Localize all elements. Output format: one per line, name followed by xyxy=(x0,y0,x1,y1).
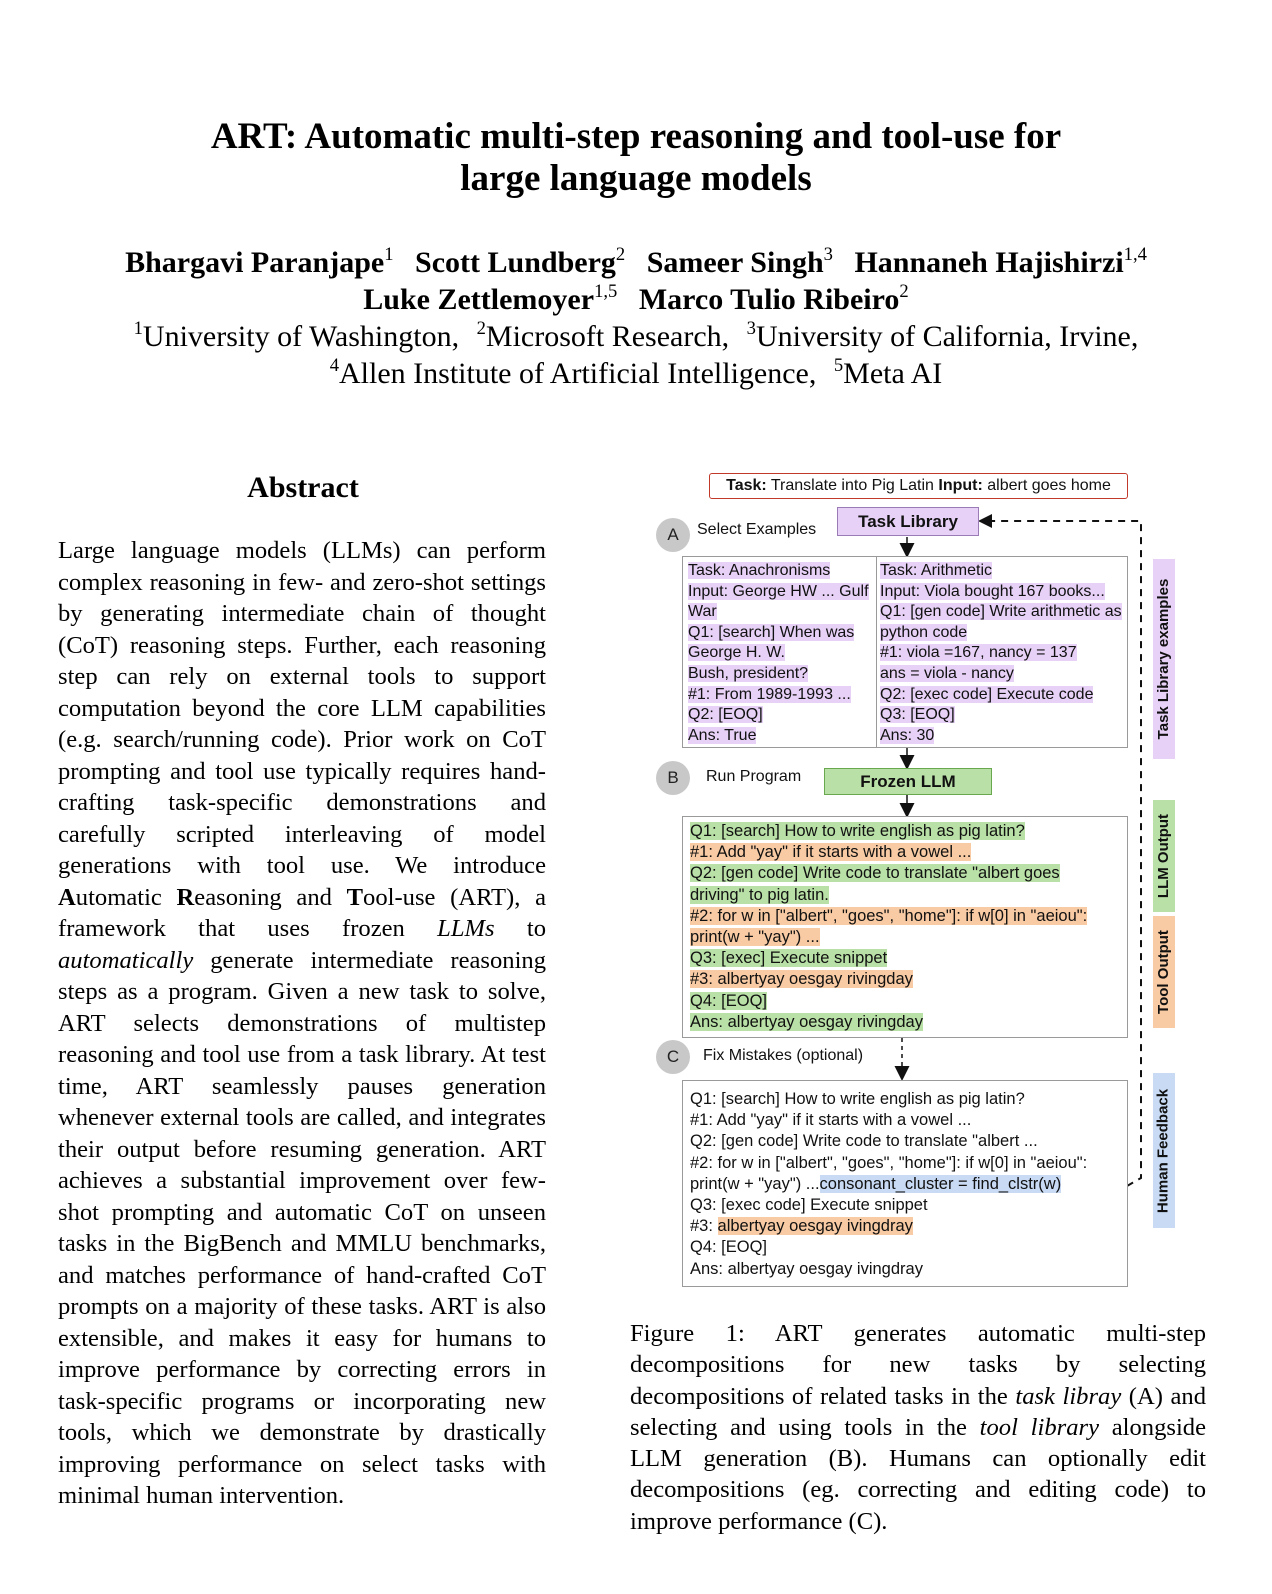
author: Sameer Singh$^3$ xyxy=(646,243,833,279)
step-c-label: Fix Mistakes (optional) xyxy=(703,1047,864,1064)
side-label-task-library-examples: Task Library examples xyxy=(1155,578,1172,740)
author: Hannaneh Hajishirzi$^{1,4}$ xyxy=(854,243,1147,279)
tool-output-line: print(w + "yay") ... xyxy=(690,928,820,947)
tool-output-line: #1: Add "yay" if it starts with a vowel ... xyxy=(690,843,972,862)
tool-output-line: #3: albertyay oesgay rivingday xyxy=(690,970,913,989)
run-program-lines xyxy=(690,821,1087,1033)
abstract-heading: Abstract xyxy=(247,471,359,504)
divider xyxy=(876,557,877,747)
example-anachronisms: Task: Anachronisms Input: George HW ... Gulf War Q1: [search] When was George H. W. Bush, president? #1: From 1989-1993 ... Q2: [EOQ] Ans: True xyxy=(688,562,869,744)
step-b-badge: B xyxy=(656,761,690,795)
library-examples-box xyxy=(682,556,1128,748)
task-input-box: Task: Translate into Pig Latin Input: albert goes home xyxy=(709,473,1128,499)
arrow-left xyxy=(978,514,992,528)
llm-output-line: Q4: [EOQ] xyxy=(690,991,768,1010)
example-arithmetic: Task: Arithmetic Input: Viola bought 167 books... Q1: [gen code] Write arithmetic as python code #1: viola =167, nancy = 137 ans = viola - nancy Q2: [exec code] Execute code Q3: [EOQ] Ans: 30 xyxy=(880,562,1122,744)
step-a-label: Select Examples xyxy=(697,521,817,538)
title-line-1: ART: Automatic multi-step reasoning and tool-use for xyxy=(210,116,1062,157)
side-label-llm-output: LLM Output xyxy=(1155,813,1172,899)
tool-output-line: albertyay oesgay ivingdray xyxy=(717,1217,913,1236)
side-label-human-feedback: Human Feedback xyxy=(1154,1088,1172,1214)
step-b-label: Run Program xyxy=(706,768,802,785)
affiliation: $^3$University of California, Irvine, xyxy=(746,317,1139,353)
author: Bhargavi Paranjape$^1$ xyxy=(125,243,394,279)
side-label-tool-output: Tool Output xyxy=(1155,930,1172,1014)
fix-mistakes-lines: Q1: [search] How to write english as pig latin? #1: Add "yay" if it starts with a vowel ... Q2: [gen code] Write code to translate "albert ... #2: for w in ["albert", "goes", "home"]: if w[0] in "aeiou": print(w + "yay") ...consonant_cluster = find_clstr(w) Q3: [exec code] Execute snippet #3: albertyay oesgay ivingdray Q4: [EOQ] Ans: albertyay oesgay ivingdray xyxy=(690,1090,1088,1278)
human-edit-highlight: consonant_cluster = find_clstr(w) xyxy=(819,1174,1062,1193)
frozen-llm-box: Frozen LLM xyxy=(824,768,992,795)
step-c-badge: C xyxy=(656,1040,690,1074)
figure-caption: Figure 1: ART generates automatic multi-step decompositions for new tasks by selecting decompositions of related tasks in the task libray (A) and selecting and using tools in the tool library alongside LLM generation (B). Humans can optionally edit decompositions (eg. correcting and editing code) to improve performance (C). xyxy=(630,1320,1206,1535)
affiliation: $^2$Microsoft Research, xyxy=(476,317,730,353)
llm-output-line: driving" to pig latin. xyxy=(690,885,829,904)
llm-output-line: Q3: [exec] Execute snippet xyxy=(690,949,888,968)
affiliation: $^4$Allen Institute of Artificial Intelligence, xyxy=(329,354,817,390)
run-program-box xyxy=(682,816,1128,1038)
affiliation: $^5$Meta AI xyxy=(833,354,943,390)
affiliation: $^1$University of Washington, xyxy=(133,317,460,353)
task-library-box: Task Library xyxy=(837,507,979,536)
fix-mistakes-box xyxy=(682,1080,1128,1287)
author: Marco Tulio Ribeiro$^2$ xyxy=(638,280,909,316)
author: Luke Zettlemoyer$^{1,5}$ xyxy=(363,280,618,316)
step-a-badge: A xyxy=(656,518,690,552)
llm-output-line: Q2: [gen code] Write code to translate "albert goes xyxy=(690,864,1060,883)
abstract-body: Large language models (LLMs) can perform complex reasoning in few- and zero-shot settings by generating intermediate chain of thought (CoT) reasoning steps. Further, each reasoning step can rely on external tools to support computation beyond the core LLM capabilities (e.g. search/running code). Prior work on CoT prompting and tool use typically requires hand-crafting task-specific demonstrations and carefully scripted interleaving of model generations with tool use. We introduce Automatic Reasoning and Tool-use (ART), a framework that uses frozen LLMs to automatically generate intermediate reasoning steps as a program. Given a new task to solve, ART selects demonstrations of multistep reasoning and tool use from a task library. At test time, ART seamlessly pauses generation whenever external tools are called, and integrates their output before resuming generation. ART achieves a substantial improvement over few-shot prompting and automatic CoT on unseen tasks in the BigBench and MMLU benchmarks, and matches performance of hand-crafted CoT prompts on a majority of these tasks. ART is also extensible, and makes it easy for humans to improve performance by correcting errors in task-specific programs or incorporating new tools, which we demonstrate by drastically improving performance on select tasks with minimal human intervention. xyxy=(58,537,547,1509)
llm-output-line: Q1: [search] How to write english as pig latin? xyxy=(690,822,1025,840)
author: Scott Lundberg$^2$ xyxy=(415,243,626,279)
tool-output-line: #2: for w in ["albert", "goes", "home"]: if w[0] in "aeiou": xyxy=(690,906,1088,925)
title-line-2: large language models xyxy=(460,158,812,199)
llm-output-line: Ans: albertyay oesgay rivingday xyxy=(690,1012,923,1031)
